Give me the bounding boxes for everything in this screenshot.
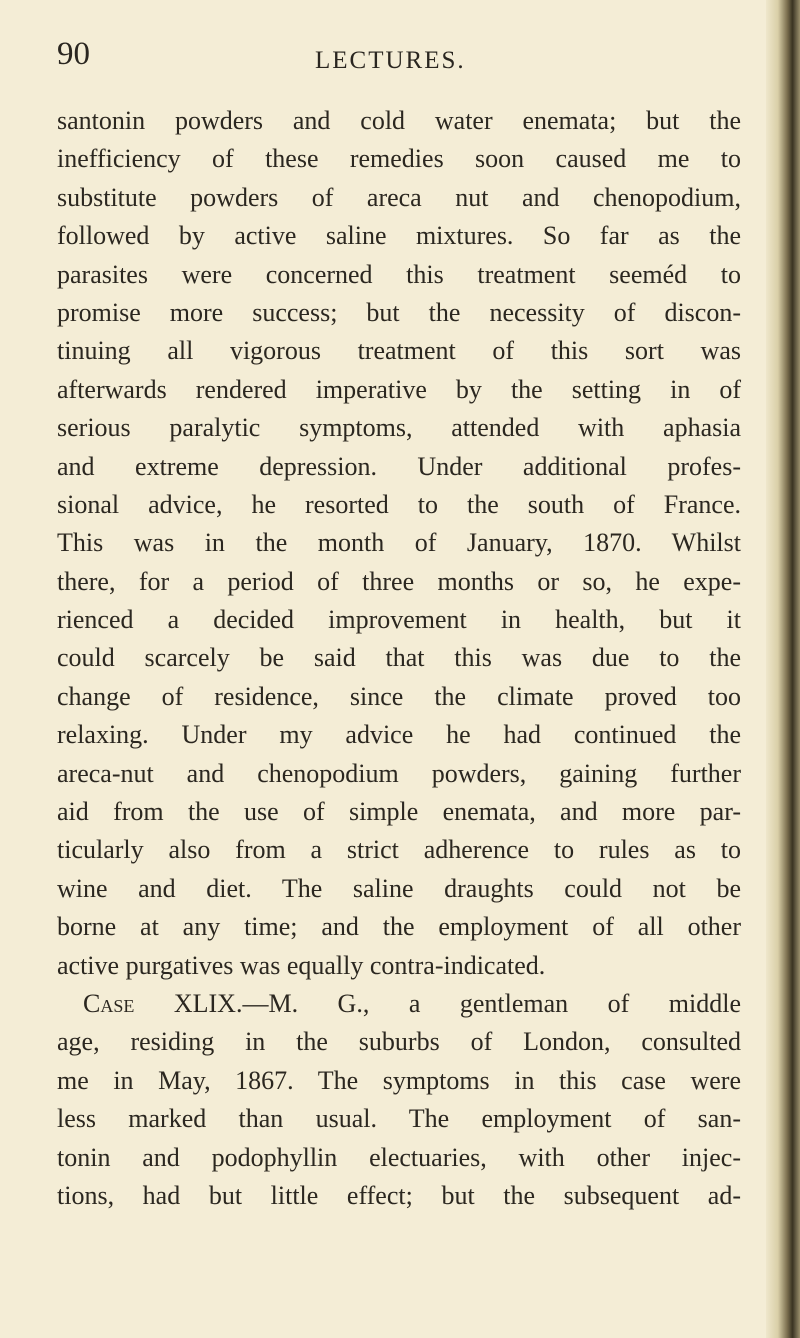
case-label: Case xyxy=(83,988,135,1018)
body-text xyxy=(57,102,741,1215)
text-line: aid from the use of simple enemata, and more par- xyxy=(57,797,741,827)
text-line: substitute powders of areca nut and chenopodium, xyxy=(57,182,741,212)
text-line: promise more success; but the necessity of discon- xyxy=(57,297,741,327)
text-line: less marked than usual. The employment of san- xyxy=(57,1104,741,1134)
text-line: serious paralytic symptoms, attended with aphasia xyxy=(57,413,741,443)
text-line: santonin powders and cold water enemata; but the xyxy=(57,106,741,135)
case-heading-text: XLIX.—M. G., a gentleman of middle xyxy=(134,988,741,1018)
text-line: there, for a period of three months or so, he expe- xyxy=(57,566,741,596)
text-line: rienced a decided improvement in health, but it xyxy=(57,605,741,635)
page-number: 90 xyxy=(57,36,90,72)
running-head: LECTURES. xyxy=(315,47,466,74)
text-line: and extreme depression. Under additional profes- xyxy=(57,451,741,481)
text-line: change of residence, since the climate proved too xyxy=(57,681,741,711)
text-line: tonin and podophyllin electuaries, with other injec- xyxy=(57,1142,741,1172)
text-line: wine and diet. The saline draughts could not be xyxy=(57,873,741,903)
page-header xyxy=(57,34,737,78)
text-line: afterwards rendered imperative by the setting in of xyxy=(57,374,741,404)
text-line: tions, had but little effect; but the subsequent ad- xyxy=(57,1180,741,1210)
text-line: could scarcely be said that this was due to the xyxy=(57,643,741,673)
page-edge-shadow xyxy=(766,0,800,1338)
text-line: me in May, 1867. The symptoms in this case were xyxy=(57,1065,741,1095)
case-heading-line xyxy=(57,985,741,1023)
text-line: This was in the month of January, 1870. Whilst xyxy=(57,528,741,558)
text-line: active purgatives was equally contra-indicated. xyxy=(57,950,546,980)
text-line: sional advice, he resorted to the south of France. xyxy=(57,489,741,519)
text-line: followed by active saline mixtures. So far as the xyxy=(57,221,741,251)
text-line: parasites were concerned this treatment seeméd to xyxy=(57,259,741,289)
text-line: relaxing. Under my advice he had continued the xyxy=(57,720,741,750)
text-line: age, residing in the suburbs of London, consulted xyxy=(57,1027,741,1057)
text-line: borne at any time; and the employment of all other xyxy=(57,912,741,942)
text-line: areca-nut and chenopodium powders, gaining further xyxy=(57,758,741,788)
text-line: tinuing all vigorous treatment of this sort was xyxy=(57,336,741,366)
text-line: inefficiency of these remedies soon caused me to xyxy=(57,144,741,174)
text-line: ticularly also from a strict adherence to rules as to xyxy=(57,835,741,865)
